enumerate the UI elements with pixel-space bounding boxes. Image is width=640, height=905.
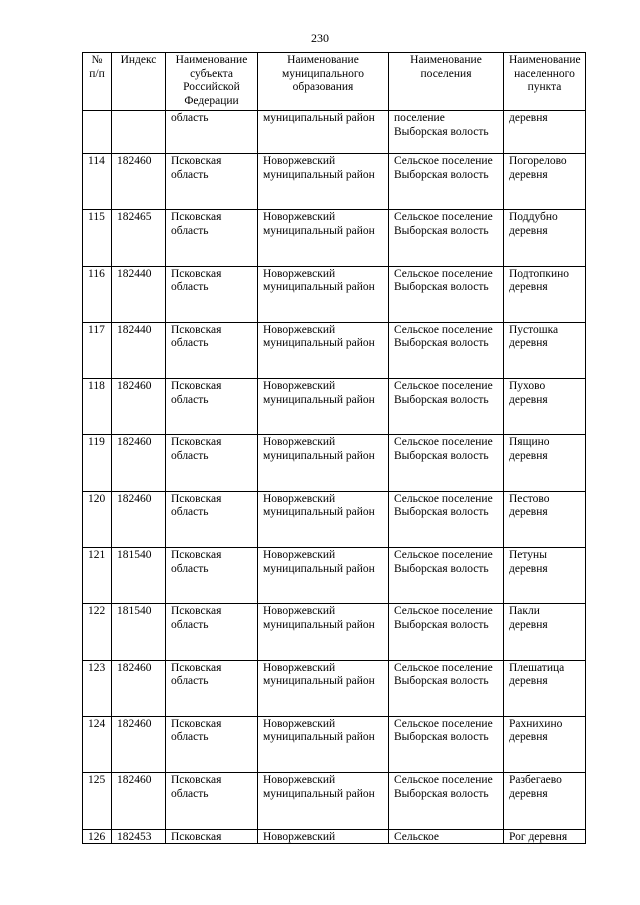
cell-index: 182465 — [112, 210, 166, 266]
cell-settlement: Сельское — [389, 829, 504, 843]
cell-number: 119 — [83, 435, 112, 491]
cell-number: 116 — [83, 266, 112, 322]
cell-settlement: Сельское поселение Выборская волость — [389, 716, 504, 772]
cell-locality: Пустошка деревня — [504, 322, 586, 378]
cell-settlement: Сельское поселение Выборская волость — [389, 322, 504, 378]
cell-region: Псковская область — [166, 266, 258, 322]
table-row — [83, 379, 586, 435]
cell-index: 182460 — [112, 379, 166, 435]
table-header-row — [83, 53, 586, 111]
cell-settlement: Сельское поселение Выборская волость — [389, 379, 504, 435]
cell-region: Псковская область — [166, 660, 258, 716]
table-row — [83, 773, 586, 829]
cell-municipality: Новоржевский муниципальный район — [258, 491, 389, 547]
cell-index — [112, 111, 166, 154]
header-number: № п/п — [83, 53, 112, 111]
cell-index: 182453 — [112, 829, 166, 843]
cell-number: 118 — [83, 379, 112, 435]
cell-locality: Плешатица деревня — [504, 660, 586, 716]
cell-settlement: Сельское поселение Выборская волость — [389, 210, 504, 266]
cell-index: 182460 — [112, 660, 166, 716]
header-region: Наименование субъекта Российской Федерации — [166, 53, 258, 111]
cell-number: 123 — [83, 660, 112, 716]
cell-index: 182440 — [112, 266, 166, 322]
table-row — [83, 716, 586, 772]
cell-region: Псковская — [166, 829, 258, 843]
cell-locality: Пестово деревня — [504, 491, 586, 547]
cell-municipality: Новоржевский муниципальный район — [258, 322, 389, 378]
cell-locality: Пящино деревня — [504, 435, 586, 491]
cell-number: 126 — [83, 829, 112, 843]
cell-region: Псковская область — [166, 322, 258, 378]
cell-settlement: Сельское поселение Выборская волость — [389, 548, 504, 604]
cell-settlement: Сельское поселение Выборская волость — [389, 773, 504, 829]
cell-number: 124 — [83, 716, 112, 772]
cell-municipality: Новоржевский муниципальный район — [258, 604, 389, 660]
cell-region: Псковская область — [166, 716, 258, 772]
header-index: Индекс — [112, 53, 166, 111]
cell-municipality: муниципальный район — [258, 111, 389, 154]
table-row — [83, 829, 586, 843]
cell-number: 117 — [83, 322, 112, 378]
cell-index: 182460 — [112, 773, 166, 829]
table-row — [83, 491, 586, 547]
cell-settlement: Сельское поселение Выборская волость — [389, 154, 504, 210]
cell-number: 120 — [83, 491, 112, 547]
cell-index: 181540 — [112, 604, 166, 660]
cell-region: Псковская область — [166, 773, 258, 829]
cell-index: 182460 — [112, 491, 166, 547]
cell-municipality: Новоржевский муниципальный район — [258, 716, 389, 772]
cell-index: 182460 — [112, 154, 166, 210]
cell-locality: Поддубно деревня — [504, 210, 586, 266]
cell-locality: Рахнихино деревня — [504, 716, 586, 772]
cell-index: 182460 — [112, 716, 166, 772]
cell-municipality: Новоржевский муниципальный район — [258, 379, 389, 435]
cell-settlement: поселение Выборская волость — [389, 111, 504, 154]
cell-municipality: Новоржевский муниципальный район — [258, 266, 389, 322]
cell-settlement: Сельское поселение Выборская волость — [389, 660, 504, 716]
cell-municipality: Новоржевский муниципальный район — [258, 773, 389, 829]
cell-number: 122 — [83, 604, 112, 660]
cell-region: область — [166, 111, 258, 154]
table-row — [83, 322, 586, 378]
cell-number: 114 — [83, 154, 112, 210]
cell-locality: Рог деревня — [504, 829, 586, 843]
cell-index: 182440 — [112, 322, 166, 378]
cell-municipality: Новоржевский муниципальный район — [258, 210, 389, 266]
cell-settlement: Сельское поселение Выборская волость — [389, 491, 504, 547]
cell-region: Псковская область — [166, 379, 258, 435]
cell-locality: Петуны деревня — [504, 548, 586, 604]
cell-index: 181540 — [112, 548, 166, 604]
table-row — [83, 154, 586, 210]
header-municipality: Наименование муниципального образования — [258, 53, 389, 111]
cell-municipality: Новоржевский муниципальный район — [258, 435, 389, 491]
cell-settlement: Сельское поселение Выборская волость — [389, 435, 504, 491]
cell-settlement: Сельское поселение Выборская волость — [389, 266, 504, 322]
cell-number: 115 — [83, 210, 112, 266]
cell-region: Псковская область — [166, 210, 258, 266]
cell-locality: Погорелово деревня — [504, 154, 586, 210]
header-settlement: Наименование поселения — [389, 53, 504, 111]
header-locality: Наименование населенного пункта — [504, 53, 586, 111]
cell-municipality: Новоржевский муниципальный район — [258, 660, 389, 716]
cell-locality: Разбегаево деревня — [504, 773, 586, 829]
cell-municipality: Новоржевский муниципальный район — [258, 154, 389, 210]
table-row — [83, 266, 586, 322]
cell-number: 125 — [83, 773, 112, 829]
page-number: 230 — [311, 31, 329, 45]
cell-region: Псковская область — [166, 435, 258, 491]
cell-locality: Подтопкино деревня — [504, 266, 586, 322]
cell-locality: Пакли деревня — [504, 604, 586, 660]
cell-region: Псковская область — [166, 548, 258, 604]
table-row — [83, 660, 586, 716]
cell-region: Псковская область — [166, 491, 258, 547]
table-row-continuation — [83, 111, 586, 154]
table-row — [83, 548, 586, 604]
cell-settlement: Сельское поселение Выборская волость — [389, 604, 504, 660]
table-row — [83, 210, 586, 266]
cell-locality: Пухово деревня — [504, 379, 586, 435]
table-row — [83, 435, 586, 491]
cell-index: 182460 — [112, 435, 166, 491]
table-row — [83, 604, 586, 660]
cell-region: Псковская область — [166, 154, 258, 210]
cell-number: 121 — [83, 548, 112, 604]
cell-municipality: Новоржевский муниципальный район — [258, 548, 389, 604]
cell-locality: деревня — [504, 111, 586, 154]
cell-region: Псковская область — [166, 604, 258, 660]
settlement-registry-table — [82, 52, 586, 844]
cell-municipality: Новоржевский — [258, 829, 389, 843]
cell-number — [83, 111, 112, 154]
